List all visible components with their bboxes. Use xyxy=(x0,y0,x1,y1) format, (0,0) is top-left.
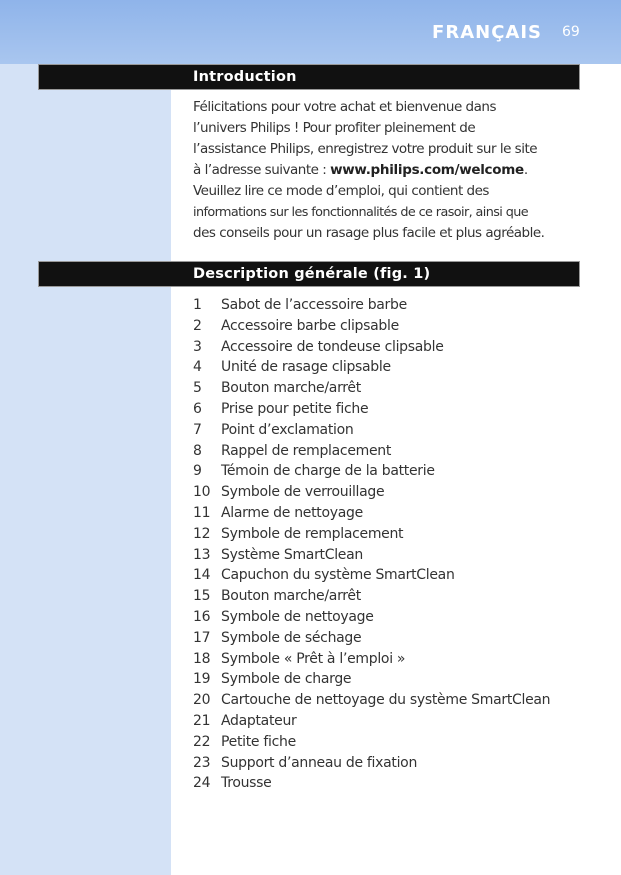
list-item-number: 12 xyxy=(193,525,211,542)
intro-line-prefix: à l’adresse suivante : xyxy=(193,162,331,178)
intro-line-suffix: . xyxy=(523,162,528,178)
list-item xyxy=(193,461,550,482)
list-item xyxy=(193,773,550,794)
list-item-number: 11 xyxy=(193,504,211,521)
list-item-number: 13 xyxy=(193,546,211,563)
list-item-label: Capuchon du système SmartClean xyxy=(221,567,455,584)
list-item-label: Symbole de charge xyxy=(221,671,352,688)
list-item-label: Cartouche de nettoyage du système SmartClean xyxy=(221,692,551,709)
list-item-label: Support d’anneau de fixation xyxy=(221,754,418,771)
list-item xyxy=(193,524,550,545)
welcome-url-link[interactable]: www.philips.com/welcome xyxy=(330,162,524,178)
list-item xyxy=(193,337,550,358)
list-item xyxy=(193,753,550,774)
list-item-label: Symbole de remplacement xyxy=(221,525,404,542)
list-item xyxy=(193,316,550,337)
list-item-label: Unité de rasage clipsable xyxy=(221,359,391,376)
list-item xyxy=(193,357,550,378)
list-item-number: 20 xyxy=(193,692,211,709)
list-item-number: 15 xyxy=(193,588,211,605)
list-item-number: 17 xyxy=(193,629,211,646)
list-item xyxy=(193,441,550,462)
list-item-number: 7 xyxy=(193,421,202,438)
sidebar-panel xyxy=(0,0,171,875)
list-item xyxy=(193,565,550,586)
list-item xyxy=(193,732,550,753)
page-number: 69 xyxy=(562,24,580,40)
intro-line: l’assistance Philips, enregistrez votre produit sur le site xyxy=(193,141,538,157)
list-item-label: Accessoire barbe clipsable xyxy=(221,317,399,334)
language-label: FRANÇAIS xyxy=(432,22,542,43)
list-item-label: Système SmartClean xyxy=(221,546,363,563)
list-item xyxy=(193,545,550,566)
list-item xyxy=(193,628,550,649)
parts-list xyxy=(193,295,550,794)
intro-line: informations sur les fonctionnalités de ce rasoir, ainsi que xyxy=(193,205,529,220)
list-item xyxy=(193,586,550,607)
introduction-text xyxy=(193,97,583,244)
list-item-number: 18 xyxy=(193,650,211,667)
list-item-label: Point d’exclamation xyxy=(221,421,354,438)
list-item-number: 24 xyxy=(193,775,211,792)
list-item-label: Adaptateur xyxy=(221,712,297,729)
intro-line: Félicitations pour votre achat et bienvenue dans xyxy=(193,99,496,115)
list-item-number: 9 xyxy=(193,463,202,480)
list-item xyxy=(193,482,550,503)
list-item-label: Accessoire de tondeuse clipsable xyxy=(221,338,444,355)
list-item xyxy=(193,649,550,670)
list-item-number: 3 xyxy=(193,338,202,355)
list-item xyxy=(193,399,550,420)
introduction-heading-bar xyxy=(38,64,580,90)
list-item-number: 16 xyxy=(193,608,211,625)
introduction-heading: Introduction xyxy=(193,69,297,85)
intro-line: des conseils pour un rasage plus facile et plus agréable. xyxy=(193,225,545,241)
list-item-number: 8 xyxy=(193,442,202,459)
list-item xyxy=(193,669,550,690)
list-item-label: Sabot de l’accessoire barbe xyxy=(221,297,407,313)
list-item-number: 10 xyxy=(193,484,211,501)
list-item xyxy=(193,420,550,441)
list-item-number: 21 xyxy=(193,712,211,729)
list-item xyxy=(193,607,550,628)
intro-line: Veuillez lire ce mode d’emploi, qui contient des xyxy=(193,183,489,199)
list-item-label: Bouton marche/arrêt xyxy=(221,380,361,397)
list-item-label: Symbole de verrouillage xyxy=(221,484,385,501)
list-item xyxy=(193,378,550,399)
list-item-label: Rappel de remplacement xyxy=(221,442,392,459)
list-item-number: 23 xyxy=(193,754,211,771)
list-item xyxy=(193,711,550,732)
list-item-number: 5 xyxy=(193,380,202,397)
list-item-number: 1 xyxy=(193,297,202,313)
description-heading-bar xyxy=(38,261,580,287)
description-heading: Description générale (fig. 1) xyxy=(193,266,431,282)
list-item-number: 2 xyxy=(193,317,202,334)
list-item-label: Trousse xyxy=(221,775,272,792)
list-item-number: 4 xyxy=(193,359,202,376)
list-item-number: 19 xyxy=(193,671,211,688)
intro-line xyxy=(193,160,583,181)
list-item-label: Bouton marche/arrêt xyxy=(221,588,361,605)
header-band xyxy=(0,0,621,64)
list-item-label: Symbole de nettoyage xyxy=(221,608,374,625)
list-item xyxy=(193,503,550,524)
list-item-label: Prise pour petite fiche xyxy=(221,400,369,417)
list-item-number: 22 xyxy=(193,733,211,750)
list-item-number: 14 xyxy=(193,567,211,584)
list-item xyxy=(193,295,550,316)
list-item-number: 6 xyxy=(193,400,202,417)
list-item-label: Symbole « Prêt à l’emploi » xyxy=(221,650,406,667)
list-item-label: Symbole de séchage xyxy=(221,629,362,646)
list-item-label: Alarme de nettoyage xyxy=(221,504,363,521)
list-item-label: Témoin de charge de la batterie xyxy=(221,463,435,480)
list-item xyxy=(193,690,550,711)
list-item-label: Petite fiche xyxy=(221,733,296,750)
intro-line: l’univers Philips ! Pour profiter pleinement de xyxy=(193,120,476,136)
